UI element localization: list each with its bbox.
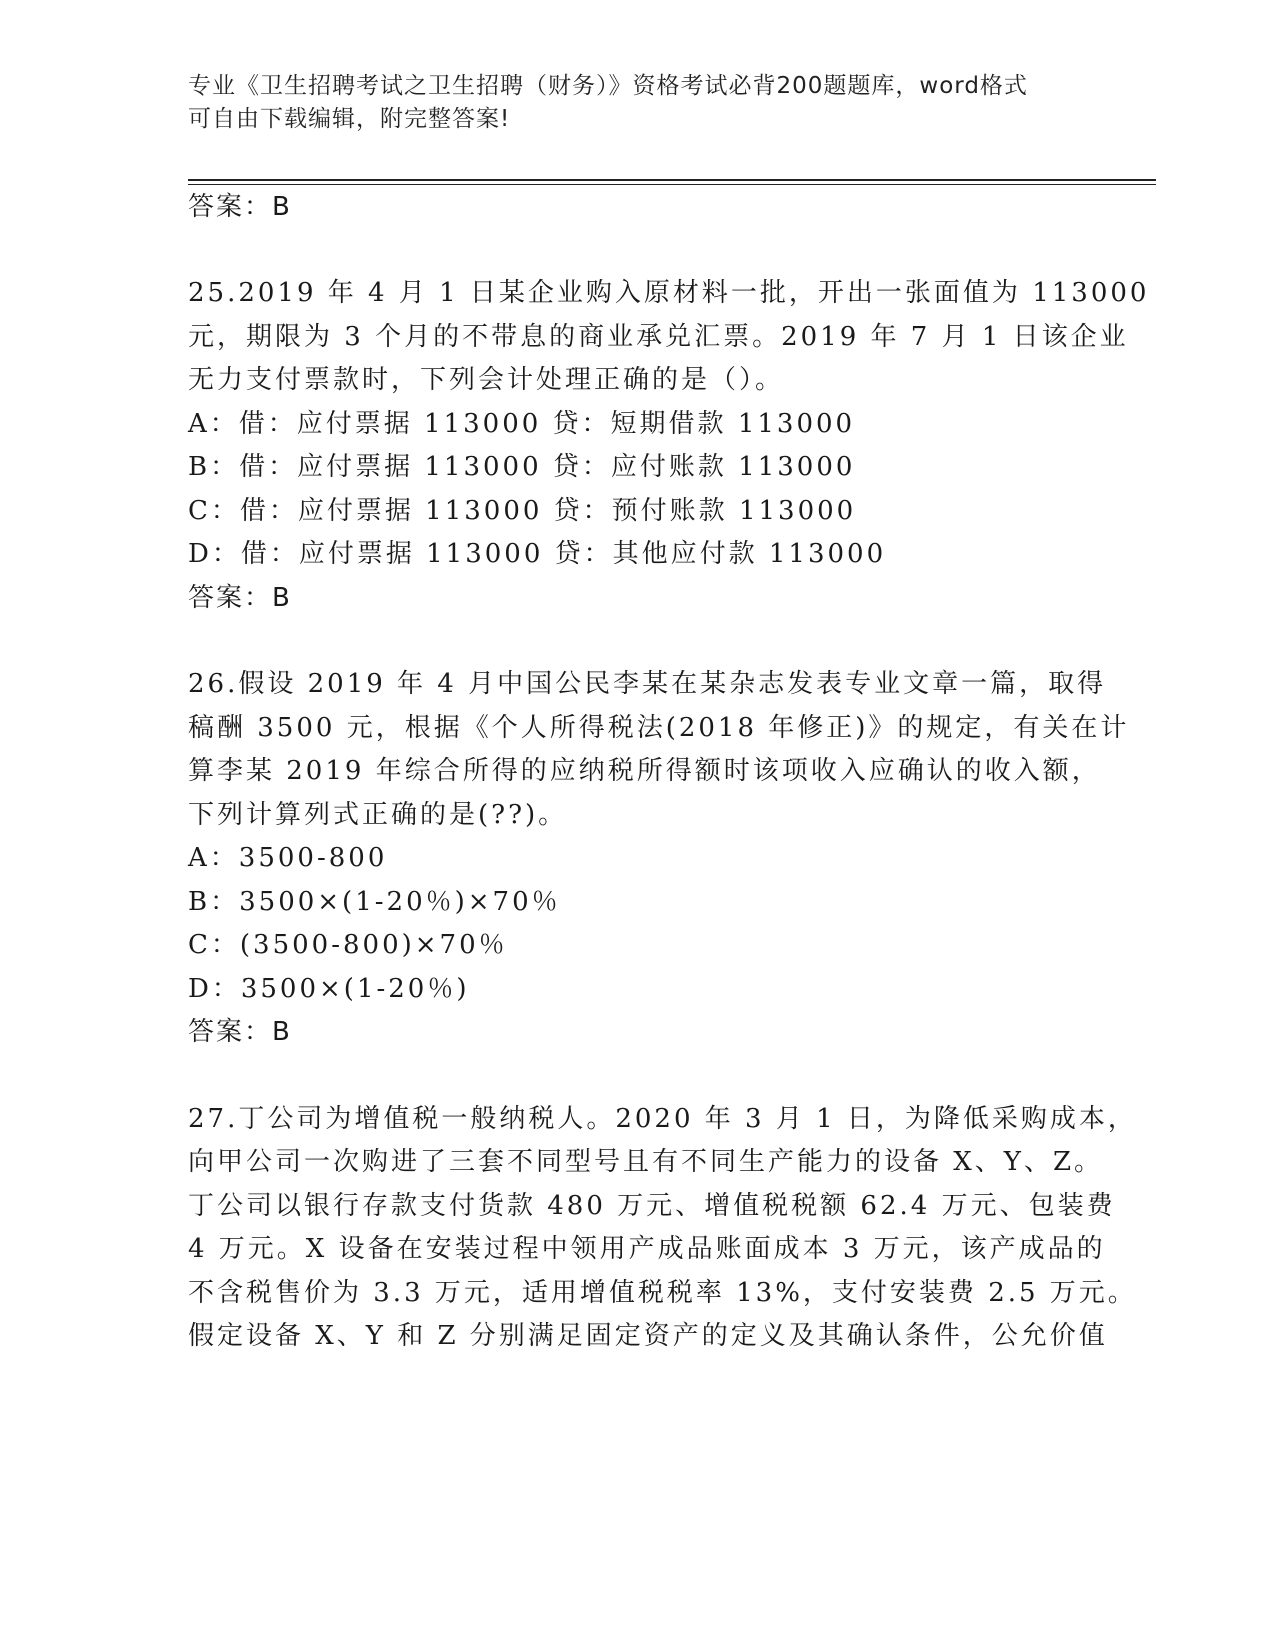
question-25-option-d: D：借：应付票据 113000 贷：其他应付款 113000 [188, 539, 887, 569]
document-header [188, 70, 1068, 136]
header-line-1: 专业《卫生招聘考试之卫生招聘（财务）》资格考试必背200题题库，word格式 [188, 73, 1028, 99]
answer-line: 答案：B [188, 1017, 292, 1047]
question-26-line-1: 26.假设 2019 年 4 月中国公民李某在某杂志发表专业文章一篇，取得 [188, 669, 1107, 699]
question-25-option-a: A：借：应付票据 113000 贷：短期借款 113000 [188, 409, 856, 439]
question-27-line-1: 27.丁公司为增值税一般纳税人。2020 年 3 月 1 日，为降低采购成本， [188, 1104, 1137, 1134]
header-rule-thick [188, 179, 1156, 181]
question-25-line-2: 元，期限为 3 个月的不带息的商业承兑汇票。2019 年 7 月 1 日该企业 [188, 322, 1129, 352]
question-25-line-1: 25.2019 年 4 月 1 日某企业购入原材料一批，开出一张面值为 113000 [188, 278, 1150, 308]
question-26-line-2: 稿酬 3500 元，根据《个人所得税法(2018 年修正)》的规定，有关在计 [188, 713, 1130, 743]
question-26-line-3: 算李某 2019 年综合所得的应纳税所得额时该项收入应确认的收入额， [188, 756, 1101, 786]
question-26-line-4: 下列计算列式正确的是(??)。 [188, 800, 568, 830]
question-27-line-5: 不含税售价为 3.3 万元，适用增值税税率 13%，支付安装费 2.5 万元。 [188, 1278, 1137, 1308]
question-27-line-2: 向甲公司一次购进了三套不同型号且有不同生产能力的设备 X、Y、Z。 [188, 1147, 1104, 1177]
question-27-line-6: 假定设备 X、Y 和 Z 分别满足固定资产的定义及其确认条件，公允价值 [188, 1321, 1108, 1351]
question-26-option-a: A：3500-800 [188, 843, 388, 873]
question-26-option-b: B：3500×(1-20％)×70％ [188, 887, 561, 917]
question-27-line-3: 丁公司以银行存款支付货款 480 万元、增值税税额 62.4 万元、包装费 [188, 1191, 1116, 1221]
header-rule-thin [188, 184, 1156, 185]
header-line-2: 可自由下载编辑，附完整答案! [188, 106, 511, 132]
answer-line: 答案：B [188, 583, 292, 613]
question-25-line-3: 无力支付票款时，下列会计处理正确的是（）。 [188, 365, 785, 395]
answer-line: 答案：B [188, 192, 292, 222]
question-26-option-d: D：3500×(1-20％) [188, 974, 470, 1004]
question-26-option-c: C：(3500-800)×70％ [188, 930, 508, 960]
question-25-option-c: C：借：应付票据 113000 贷：预付账款 113000 [188, 496, 857, 526]
question-25-option-b: B：借：应付票据 113000 贷：应付账款 113000 [188, 452, 856, 482]
question-27-line-4: 4 万元。X 设备在安装过程中领用产成品账面成本 3 万元，该产成品的 [188, 1234, 1106, 1264]
